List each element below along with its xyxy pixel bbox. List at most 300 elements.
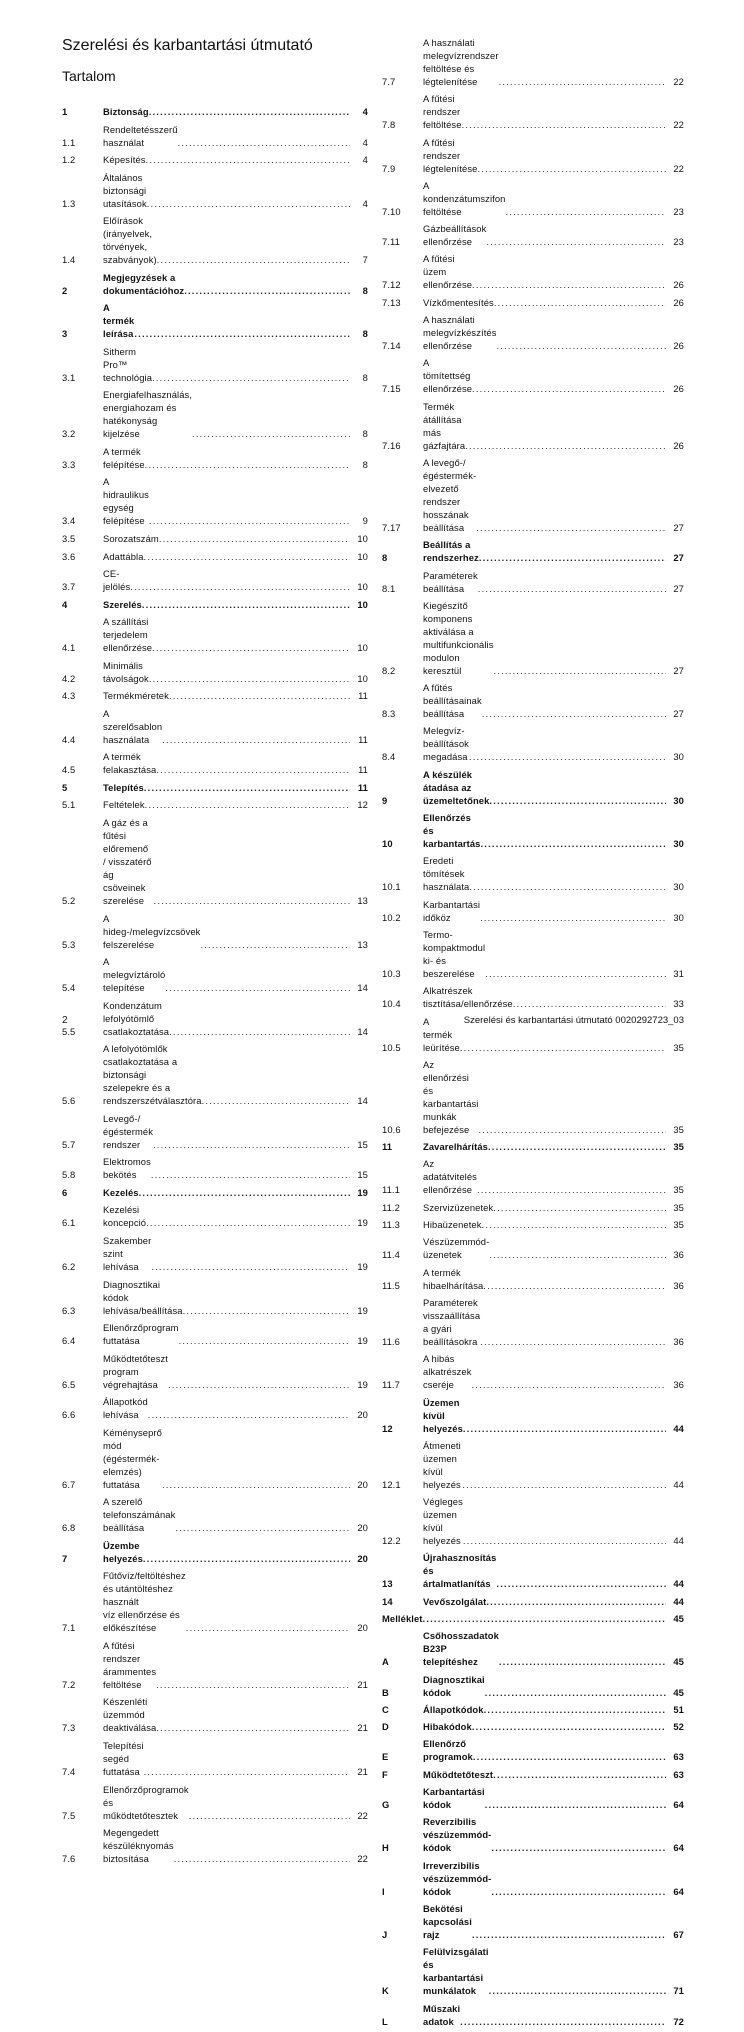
toc-entry[interactable] bbox=[382, 1157, 684, 1196]
toc-entry[interactable] bbox=[62, 1539, 368, 1565]
toc-entry-number: 11.4 bbox=[382, 1249, 400, 1261]
toc-entry[interactable] bbox=[62, 1395, 368, 1421]
toc-entry[interactable] bbox=[62, 1203, 368, 1229]
toc-entry-title-line: beállításokra bbox=[423, 1335, 478, 1347]
toc-entry-title bbox=[423, 768, 489, 807]
dot-leader bbox=[493, 1201, 666, 1214]
toc-entry[interactable] bbox=[382, 724, 684, 763]
toc-entry-title-line: A szerelősablon használata bbox=[103, 707, 163, 745]
toc-entry-title-line: Eredeti tömítések használata bbox=[423, 855, 470, 893]
toc-entry-page: 35 bbox=[673, 1141, 684, 1153]
dot-leader bbox=[491, 1841, 666, 1854]
dot-leader bbox=[465, 439, 666, 452]
toc-entry[interactable] bbox=[382, 356, 684, 395]
toc-entry[interactable] bbox=[62, 1569, 368, 1634]
toc-entry-page: 30 bbox=[673, 794, 684, 806]
toc-entry-title bbox=[103, 153, 146, 166]
toc-entry[interactable] bbox=[382, 811, 684, 850]
toc-entry[interactable] bbox=[382, 984, 684, 1010]
toc-entry-title-line: CE-jelölés bbox=[103, 568, 131, 593]
toc-entry-page: 44 bbox=[673, 1578, 684, 1590]
toc-entry[interactable] bbox=[62, 550, 368, 563]
dot-leader bbox=[152, 641, 350, 654]
toc-entry-title bbox=[423, 1902, 472, 1941]
toc-entry[interactable] bbox=[62, 475, 368, 527]
toc-entry-title bbox=[103, 1539, 143, 1565]
toc-entry[interactable] bbox=[382, 179, 684, 218]
toc-entry-page: 26 bbox=[673, 383, 684, 395]
toc-entry-title bbox=[423, 811, 480, 850]
toc-entry-page: 63 bbox=[673, 1768, 684, 1780]
toc-entry[interactable] bbox=[382, 1945, 684, 1997]
toc-entry-number: 3.1 bbox=[62, 371, 76, 383]
toc-entry[interactable] bbox=[382, 599, 684, 677]
dot-leader bbox=[485, 967, 666, 980]
toc-entry-title bbox=[423, 1945, 489, 1997]
toc-entry[interactable] bbox=[62, 707, 368, 746]
dot-leader bbox=[146, 153, 350, 166]
toc-entry-page: 45 bbox=[673, 1656, 684, 1668]
toc-entry[interactable] bbox=[62, 1234, 368, 1273]
toc-entry[interactable] bbox=[382, 1439, 684, 1491]
toc-entry-number: 14 bbox=[382, 1595, 393, 1607]
toc-entry[interactable] bbox=[382, 1785, 684, 1811]
toc-entry-page: 10 bbox=[357, 672, 368, 684]
toc-entry-number: 7.4 bbox=[62, 1765, 76, 1777]
toc-entry[interactable] bbox=[62, 999, 368, 1038]
dot-leader bbox=[148, 1408, 350, 1421]
toc-entry[interactable] bbox=[382, 1737, 684, 1763]
toc-entry-title bbox=[103, 171, 147, 210]
dot-leader bbox=[478, 582, 666, 595]
toc-entry-page: 20 bbox=[357, 1622, 368, 1634]
toc-entry-title-line: befejezése bbox=[423, 1123, 470, 1135]
toc-entry-title-line: Műszaki adatok bbox=[423, 2002, 461, 2027]
toc-entry[interactable] bbox=[62, 445, 368, 471]
toc-entry[interactable] bbox=[62, 1426, 368, 1491]
page-number: 2 bbox=[62, 1015, 68, 1026]
dot-leader bbox=[186, 1621, 350, 1634]
toc-entry[interactable] bbox=[382, 1495, 684, 1547]
toc-entry-number: 7.11 bbox=[382, 236, 400, 248]
toc-entry-title bbox=[103, 1352, 168, 1391]
toc-entry-title-line: A szerelő telefonszámának beállítása bbox=[103, 1496, 176, 1534]
toc-entry[interactable] bbox=[382, 222, 684, 248]
toc-entry-title-line: Kondenzátum lefolyótömlő csatlakoztatása bbox=[103, 999, 170, 1037]
toc-entry-title-line: multifunkcionális modulon keresztül bbox=[423, 638, 494, 676]
toc-entry-title-line: Paraméterek beállítása bbox=[423, 569, 478, 594]
toc-entry[interactable] bbox=[62, 1278, 368, 1317]
toc-entry[interactable] bbox=[62, 1695, 368, 1734]
toc-entry[interactable] bbox=[62, 689, 368, 702]
toc-entry-title bbox=[103, 123, 178, 149]
toc-entry-page: 27 bbox=[673, 664, 684, 676]
toc-entry[interactable] bbox=[382, 1902, 684, 1941]
toc-entry[interactable] bbox=[382, 1720, 684, 1733]
dot-leader bbox=[202, 1094, 350, 1107]
toc-entry-page: 30 bbox=[673, 911, 684, 923]
toc-entry-page: 23 bbox=[673, 236, 684, 248]
toc-entry-page: 36 bbox=[673, 1279, 684, 1291]
toc-entry-number: 3.2 bbox=[62, 428, 76, 440]
toc-entry-page: 30 bbox=[673, 838, 684, 850]
toc-entry-title bbox=[103, 1203, 146, 1229]
toc-entry[interactable] bbox=[62, 345, 368, 384]
toc-entry-title-line: A fűtés beállításainak beállítása bbox=[423, 682, 482, 720]
toc-entry[interactable] bbox=[62, 388, 368, 440]
toc-entry-page: 11 bbox=[358, 733, 368, 745]
dot-leader bbox=[168, 1378, 350, 1391]
toc-entry[interactable] bbox=[62, 1826, 368, 1865]
toc-entry-page: 67 bbox=[673, 1928, 684, 1940]
dot-leader bbox=[463, 1534, 666, 1547]
toc-entry[interactable] bbox=[62, 1321, 368, 1347]
toc-entry-page: 15 bbox=[357, 1169, 368, 1181]
dot-leader bbox=[151, 1168, 350, 1181]
toc-entry[interactable] bbox=[62, 301, 368, 340]
toc-entry[interactable] bbox=[62, 105, 368, 118]
toc-entry-title bbox=[103, 999, 169, 1038]
toc-entry-page: 72 bbox=[673, 2015, 684, 2027]
toc-entry-page: 19 bbox=[357, 1378, 368, 1390]
toc-entry-title-line: Irreverzibilis vészüzemmód-kódok bbox=[423, 1859, 492, 1897]
toc-entry[interactable] bbox=[382, 1612, 684, 1625]
toc-entry-number: 1.4 bbox=[62, 254, 76, 266]
toc-entry[interactable] bbox=[382, 296, 684, 309]
toc-entry[interactable] bbox=[62, 659, 368, 685]
dot-leader bbox=[130, 580, 350, 593]
toc-entry[interactable] bbox=[382, 1396, 684, 1435]
toc-entry-title-line: Feltételek bbox=[103, 799, 145, 811]
toc-entry-title bbox=[423, 313, 497, 352]
toc-entry-title bbox=[423, 898, 480, 924]
toc-entry[interactable] bbox=[62, 1639, 368, 1691]
toc-entry[interactable] bbox=[382, 36, 684, 88]
toc-entry[interactable] bbox=[382, 1296, 684, 1348]
toc-entry-number: 4 bbox=[62, 598, 68, 610]
dot-leader bbox=[499, 75, 666, 88]
toc-entry-page: 21 bbox=[357, 1722, 368, 1734]
dot-leader bbox=[479, 551, 666, 564]
toc-entry[interactable] bbox=[382, 456, 684, 534]
toc-entry-number: 8.2 bbox=[382, 664, 396, 676]
toc-entry[interactable] bbox=[62, 123, 368, 149]
toc-entry-title-line: Állapotkód lehívása bbox=[103, 1396, 148, 1421]
toc-entry-title-line: Megengedett készüléknyomás biztosítása bbox=[103, 1827, 174, 1865]
toc-entry[interactable] bbox=[62, 171, 368, 210]
toc-entry-title bbox=[423, 1157, 477, 1196]
toc-entry[interactable] bbox=[382, 1859, 684, 1898]
toc-entry-title-line: Ellenőrző programok bbox=[423, 1738, 473, 1763]
toc-entry[interactable] bbox=[382, 252, 684, 291]
toc-entry-title-line: Csőhosszadatok B23P telepítéshez bbox=[423, 1630, 499, 1668]
toc-entry[interactable] bbox=[382, 1058, 684, 1136]
toc-entry-page: 19 bbox=[357, 1304, 368, 1316]
toc-entry-title-line: A kondenzátumszifon feltöltése bbox=[423, 179, 506, 217]
toc-entry-page: 30 bbox=[673, 751, 684, 763]
toc-entry-page: 36 bbox=[673, 1249, 684, 1261]
toc-entry[interactable] bbox=[62, 912, 368, 951]
toc-entry-title bbox=[103, 1569, 186, 1634]
toc-entry-title-line: A készülék átadása az üzemeltetőnek bbox=[423, 768, 490, 806]
toc-entry-page: 44 bbox=[673, 1422, 684, 1434]
dot-leader bbox=[489, 1984, 666, 1997]
dot-leader bbox=[484, 1703, 666, 1716]
toc-entry-number: 4.3 bbox=[62, 690, 76, 702]
dot-leader bbox=[154, 894, 350, 907]
toc-entry-page: 31 bbox=[673, 967, 684, 979]
toc-entry-number: 3.5 bbox=[62, 533, 76, 545]
toc-entry-number: 5 bbox=[62, 781, 68, 793]
toc-entry-title-line: A termék leírása bbox=[103, 302, 135, 340]
toc-entry-title-line: Kiegészítő komponens aktiválása a bbox=[423, 599, 474, 637]
toc-entry[interactable] bbox=[62, 214, 368, 266]
toc-entry[interactable] bbox=[382, 313, 684, 352]
dot-leader bbox=[144, 1765, 350, 1778]
toc-entry-title bbox=[423, 92, 462, 131]
toc-entry[interactable] bbox=[382, 1815, 684, 1854]
toc-entry-page: 44 bbox=[673, 1478, 684, 1490]
toc-entry-page: 26 bbox=[673, 340, 684, 352]
toc-entry-title bbox=[423, 1218, 482, 1231]
toc-entry-title-line: Ellenőrzés és karbantartás bbox=[423, 812, 481, 850]
toc-entry-number: 6 bbox=[62, 1186, 68, 1198]
toc-entry-number: 5.3 bbox=[62, 938, 76, 950]
toc-entry-number: G bbox=[382, 1799, 390, 1811]
toc-entry-number: 9 bbox=[382, 794, 388, 806]
toc-entry-title bbox=[423, 569, 478, 595]
toc-entry-title bbox=[423, 1768, 493, 1781]
toc-entry[interactable] bbox=[382, 569, 684, 595]
toc-entry-title bbox=[423, 1015, 460, 1054]
toc-entry-page: 35 bbox=[673, 1201, 684, 1213]
toc-entry-title-line: Paraméterek visszaállítása a gyári bbox=[423, 1296, 481, 1334]
toc-entry-title-line: Zavarelhárítás bbox=[423, 1141, 488, 1153]
toc-entry-number: 7.1 bbox=[62, 1622, 76, 1634]
dot-leader bbox=[513, 997, 666, 1010]
toc-entry[interactable] bbox=[382, 1201, 684, 1214]
toc-entry-page: 27 bbox=[673, 708, 684, 720]
toc-entry[interactable] bbox=[382, 2002, 684, 2028]
toc-entry[interactable] bbox=[62, 1352, 368, 1391]
toc-entry[interactable] bbox=[62, 153, 368, 166]
toc-entry-title bbox=[423, 1703, 484, 1716]
dot-leader bbox=[499, 1655, 666, 1668]
toc-entry[interactable] bbox=[382, 1266, 684, 1292]
toc-entry[interactable] bbox=[62, 615, 368, 654]
toc-entry-title bbox=[423, 179, 505, 218]
toc-entry-title bbox=[103, 1739, 144, 1778]
toc-entry-title-line: Minimális távolságok bbox=[103, 659, 149, 684]
toc-entry[interactable] bbox=[62, 816, 368, 907]
toc-entry-title bbox=[423, 1737, 473, 1763]
toc-entry[interactable] bbox=[382, 1673, 684, 1699]
toc-entry-number: 5.1 bbox=[62, 799, 76, 811]
dot-leader bbox=[462, 1478, 666, 1491]
toc-entry[interactable] bbox=[382, 768, 684, 807]
dot-leader bbox=[153, 1138, 350, 1151]
toc-entry-number: H bbox=[382, 1842, 389, 1854]
toc-entry-page: 52 bbox=[673, 1721, 684, 1733]
toc-entry-title bbox=[103, 1112, 153, 1151]
toc-heading: Tartalom bbox=[62, 68, 116, 84]
footer-document-title: Szerelési és karbantartási útmutató 0020292723_03 bbox=[463, 1015, 684, 1026]
toc-entry-page: 4 bbox=[362, 136, 368, 148]
toc-entry-number: 4.1 bbox=[62, 642, 76, 654]
toc-entry[interactable] bbox=[382, 1140, 684, 1153]
dot-leader bbox=[146, 1216, 350, 1229]
toc-entry-number: 11.7 bbox=[382, 1379, 400, 1391]
toc-entry-title-line: A termék hibaelhárítása bbox=[423, 1266, 484, 1291]
toc-entry-page: 20 bbox=[357, 1552, 368, 1564]
toc-entry-page: 23 bbox=[673, 205, 684, 217]
toc-entry-number: 6.2 bbox=[62, 1260, 76, 1272]
toc-entry-title bbox=[423, 1859, 491, 1898]
dot-leader bbox=[149, 105, 350, 118]
toc-entry-page: 22 bbox=[357, 1809, 368, 1821]
toc-entry-page: 19 bbox=[357, 1335, 368, 1347]
toc-entry[interactable] bbox=[62, 598, 368, 611]
toc-entry[interactable] bbox=[62, 955, 368, 994]
toc-entry[interactable] bbox=[62, 1495, 368, 1534]
dot-leader bbox=[493, 1768, 666, 1781]
toc-entry[interactable] bbox=[62, 1186, 368, 1199]
dot-leader bbox=[505, 205, 666, 218]
toc-entry-page: 7 bbox=[362, 254, 368, 266]
toc-entry-number: 10.2 bbox=[382, 911, 401, 923]
toc-entry[interactable] bbox=[62, 781, 368, 794]
dot-leader bbox=[156, 1721, 350, 1734]
toc-entry-title-line: hatékonyság kijelzése bbox=[103, 415, 158, 440]
toc-entry-title-line: Gázbeállítások ellenőrzése bbox=[423, 223, 487, 248]
document-title: Szerelési és karbantartási útmutató bbox=[62, 37, 313, 54]
toc-entry-title-line: A használati melegvízkészítés ellenőrzése bbox=[423, 314, 497, 352]
toc-entry-title-line: Melegvíz-beállítások megadása bbox=[423, 725, 469, 763]
toc-entry[interactable] bbox=[382, 1595, 684, 1608]
dot-leader bbox=[144, 550, 350, 563]
dot-leader bbox=[134, 327, 350, 340]
toc-entry-page: 27 bbox=[673, 552, 684, 564]
toc-entry-title-line: szelepekre és a rendszerszétválasztóra bbox=[103, 1082, 202, 1107]
toc-entry-title-line: Újrahasznosítás és ártalmatlanítás bbox=[423, 1552, 497, 1590]
toc-entry-number: B bbox=[382, 1686, 389, 1698]
toc-entry-page: 27 bbox=[673, 582, 684, 594]
toc-entry[interactable] bbox=[382, 854, 684, 893]
toc-entry-number: 11.5 bbox=[382, 1279, 400, 1291]
toc-entry[interactable] bbox=[62, 798, 368, 811]
toc-entry-title bbox=[423, 1551, 496, 1590]
toc-entry-page: 26 bbox=[673, 296, 684, 308]
dot-leader bbox=[189, 1809, 350, 1822]
toc-entry-title-line: Kezelési koncepció bbox=[103, 1204, 147, 1229]
toc-entry-number: 6.3 bbox=[62, 1304, 76, 1316]
toc-entry[interactable] bbox=[382, 1352, 684, 1391]
toc-entry-title bbox=[423, 681, 482, 720]
toc-entry-page: 11 bbox=[358, 764, 368, 776]
dot-leader bbox=[486, 1595, 666, 1608]
dot-leader bbox=[472, 1720, 666, 1733]
toc-entry-number: 10.3 bbox=[382, 967, 401, 979]
dot-leader bbox=[169, 1025, 350, 1038]
toc-entry[interactable] bbox=[382, 1218, 684, 1231]
toc-entry[interactable] bbox=[62, 1112, 368, 1151]
toc-entry[interactable] bbox=[62, 567, 368, 593]
toc-entry-title bbox=[103, 1695, 156, 1734]
toc-entry-number: 10 bbox=[382, 838, 393, 850]
toc-entry-title-line: A fűtési rendszer feltöltése bbox=[423, 93, 462, 131]
toc-entry-page: 44 bbox=[673, 1535, 684, 1547]
toc-entry[interactable] bbox=[62, 1783, 368, 1822]
dot-leader bbox=[149, 514, 350, 527]
toc-entry-title bbox=[103, 912, 200, 951]
toc-entry-number: 3.7 bbox=[62, 581, 76, 593]
toc-entry-title-line: csöveinek szerelése bbox=[103, 882, 146, 907]
toc-entry[interactable] bbox=[62, 271, 368, 297]
toc-entry-title-line: Biztonság bbox=[103, 106, 149, 117]
toc-entry[interactable] bbox=[382, 898, 684, 924]
toc-entry[interactable] bbox=[62, 750, 368, 776]
toc-entry[interactable] bbox=[382, 92, 684, 131]
toc-entry-number: 7.10 bbox=[382, 205, 401, 217]
toc-entry-title bbox=[423, 1720, 472, 1733]
toc-entry-title-line: víz ellenőrzése és előkészítése bbox=[103, 1609, 180, 1634]
toc-entry-number: C bbox=[382, 1703, 389, 1715]
toc-entry[interactable] bbox=[382, 538, 684, 564]
toc-entry-page: 20 bbox=[357, 1478, 368, 1490]
toc-entry[interactable] bbox=[382, 1629, 684, 1668]
toc-entry-page: 14 bbox=[357, 982, 368, 994]
toc-entry-number: 5.7 bbox=[62, 1138, 76, 1150]
toc-entry-page: 20 bbox=[357, 1522, 368, 1534]
toc-entry-title-line: Adattábla bbox=[103, 550, 144, 562]
toc-entry[interactable] bbox=[382, 681, 684, 720]
toc-entry-title-line: A melegvíztároló telepítése bbox=[103, 956, 166, 994]
dot-leader bbox=[480, 911, 666, 924]
toc-entry-title-line: Állapotkódok bbox=[423, 1703, 484, 1715]
dot-leader bbox=[472, 278, 666, 291]
toc-entry-page: 22 bbox=[673, 119, 684, 131]
toc-entry-number: 1.2 bbox=[62, 154, 76, 166]
toc-entry-title bbox=[103, 445, 145, 471]
toc-entry[interactable] bbox=[62, 1739, 368, 1778]
toc-entry-number: A bbox=[382, 1656, 389, 1668]
toc-entry-title bbox=[103, 659, 149, 685]
dot-leader bbox=[469, 880, 666, 893]
toc-entry[interactable] bbox=[382, 136, 684, 175]
toc-entry[interactable] bbox=[382, 928, 684, 980]
toc-entry-title-line: A termék leürítése bbox=[423, 1015, 460, 1053]
toc-entry-title bbox=[423, 1495, 463, 1547]
toc-entry[interactable] bbox=[382, 1235, 684, 1261]
toc-entry-page: 10 bbox=[357, 550, 368, 562]
toc-entry-title-line: Diagnosztikai kódok lehívása/beállítása bbox=[103, 1278, 183, 1316]
toc-entry-title bbox=[423, 1296, 480, 1348]
dot-leader bbox=[477, 162, 666, 175]
toc-entry[interactable] bbox=[382, 1703, 684, 1716]
dot-leader bbox=[142, 598, 350, 611]
toc-entry[interactable] bbox=[382, 400, 684, 452]
toc-entry[interactable] bbox=[62, 532, 368, 545]
toc-entry-number: 1 bbox=[62, 106, 68, 117]
toc-entry[interactable] bbox=[62, 1155, 368, 1181]
dot-leader bbox=[473, 1750, 666, 1763]
toc-entry[interactable] bbox=[382, 1768, 684, 1781]
toc-entry[interactable] bbox=[382, 1551, 684, 1590]
toc-entry-title bbox=[103, 816, 154, 907]
toc-entry-title bbox=[103, 1186, 139, 1199]
toc-entry-title bbox=[103, 1278, 183, 1317]
toc-entry-title-line: Az ellenőrzési és karbantartási munkák bbox=[423, 1058, 479, 1122]
